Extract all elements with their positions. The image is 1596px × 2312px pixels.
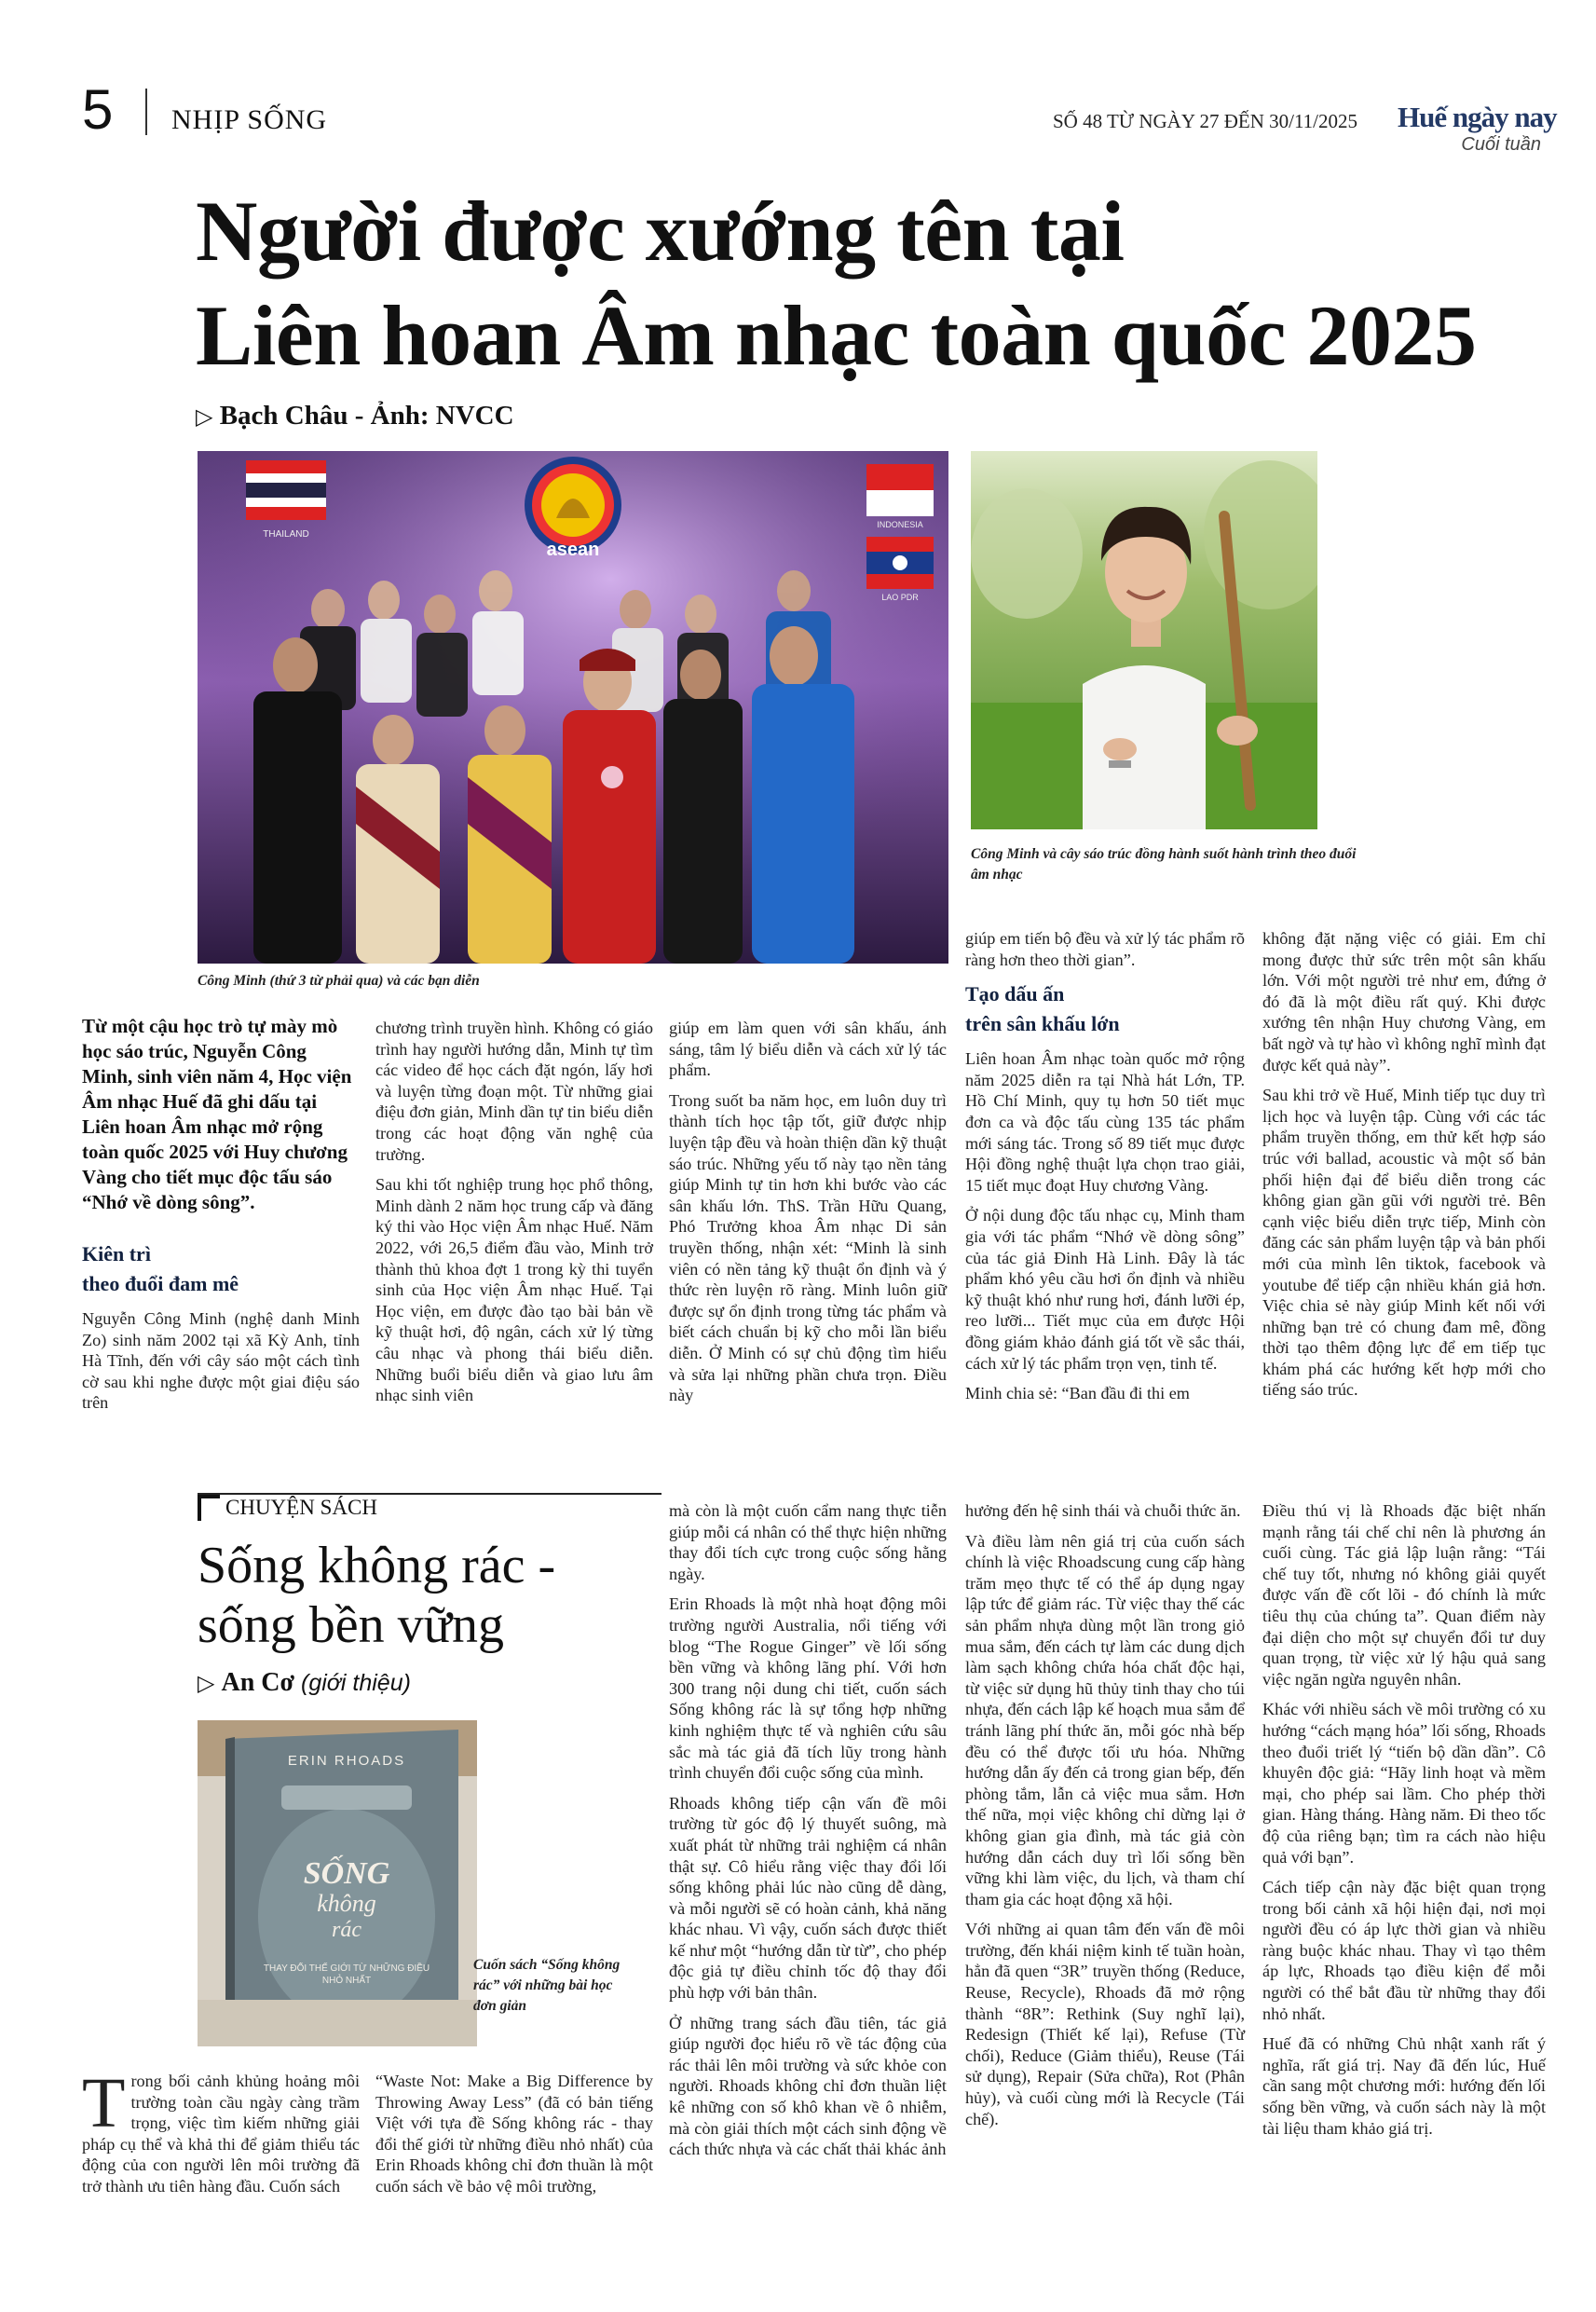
brand-sub: Cuối tuần [1461,134,1541,155]
article1-title: Người được xướng tên tại Liên hoan Âm nhạc toàn quốc 2025 [196,184,1477,383]
article1-lead: Từ một cậu học trò tự mày mò học sáo trúc, Nguyễn Công Minh, sinh viên năm 4, Học viện Âm nhạc Huế đã ghi dấu tại Liên hoan Âm nhạc mở rộng toàn quốc 2025 với Huy chương Vàng cho tiết mục độc tấu sáo “Nhớ về dòng sông”. [82,1015,352,1213]
group-photo-caption: Công Minh (thứ 3 từ phải qua) và các bạn diễn [198,973,480,989]
article1-subhead1: Kiên trì theo đuổi đam mê [82,1242,239,1295]
article2-byline: ▷ An Cơ (giới thiệu) [198,1668,411,1697]
article1-col4: giúp em tiến bộ đều và xử lý tác phẩm rõ ràng hơn theo thời gian”. Tạo dấu ấn trên sân khấu lớn Liên hoan Âm nhạc toàn quốc mở rộng năm 2025 diễn ra tại Nhà hát Lớn, TP. Hồ Chí Minh, quy tụ hơn 50 tiết mục đơn ca và độc tấu cùng 135 tác phẩm mới sáng tác. Trong số 89 tiết mục được Hội đồng nghệ thuật lựa chọn trao giải, 15 tiết mục đoạt Huy chương Vàng. Ở nội dung độc tấu nhạc cụ, Minh tham gia với tác phẩm “Nhớ về dòng sông” của tác giả Đinh Hà Linh. Đây là tác phẩm khó yêu cầu hơi ổn định và nhiều kỹ thuật khó như rung hơi, đánh lưỡi ép, reo lưỡi... Tiết mục của em được Hội đồng giám khảo đánh giá tốt về sắc thái, cách xử lý tác phẩm trọn vẹn, tinh tế. Minh chia sẻ: “Ban đầu đi thi em [965,929,1245,1403]
drop-cap: T [82,2064,126,2142]
page-number: 5 [82,78,114,141]
book-author: ERIN RHOADS [287,1753,406,1769]
article1-col2: chương trình truyền hình. Không có giáo trình hay người hướng dẫn, Minh tự tìm các video để học cách đặt ngón, lấy hơi và luyện từng đoạn một. Từ những giai điệu đơn giản, Minh dần tự tin biểu diễn trong các hoạt động văn nghệ của trường. Sau khi tốt nghiệp trung học phổ thông, Minh dành 2 năm học trung cấp và đăng ký thi vào Học viện Âm nhạc Huế. Năm 2022, với 26,5 điểm đầu vào, Minh trở thành thủ khoa đợt 1 trong kỳ thi tuyển sinh của Học viện Âm nhạc Huế. Tại Học viện, em được đào tạo bài bản về kỹ thuật hơi, độ ngân, cách xử lý từng câu nhạc và phong thái biểu diễn. Những buổi biểu diễn và giao lưu âm nhạc sinh viên [375,1019,653,1405]
article2-col2: “Waste Not: Make a Big Difference by Throwing Away Less” (đã có bản tiếng Việt với tựa đề Sống không rác - thay đổi thế giới từ những điều nhỏ nhất) của Erin Rhoads không chỉ đơn thuần là một cuốn sách về bảo vệ môi trường, [375,2072,653,2196]
brand-main: Huế ngày nay [1398,101,1557,133]
indonesia-flag [866,464,934,516]
triangle-icon: ▷ [198,1672,215,1696]
article1-col1: Từ một cậu học trò tự mày mò học sáo trúc, Nguyễn Công Minh, sinh viên năm 4, Học viện Âm nhạc Huế đã ghi dấu tại Liên hoan Âm nhạc mở rộng toàn quốc 2025 với Huy chương Vàng cho tiết mục độc tấu sáo “Nhớ về dòng sông”. Kiên trì theo đuổi đam mê Nguyễn Công Minh (nghệ danh Minh Zo) sinh năm 2002 tại xã Kỳ Anh, tỉnh Hà Tĩnh, đến với cây sáo một cách tình cờ sau khi nghe được một giai điệu sáo trên [82,1015,360,1413]
book-subtitle: THAY ĐỔI THẾ GIỚI TỪ NHỮNG ĐIỀU NHỎ NHẤT [263,1963,430,1986]
group-stage-illustration [198,451,948,964]
flag-label-indonesia: INDONESIA [877,520,923,529]
book-cover-illustration [198,1720,477,2046]
kicker-bracket-icon [198,1495,220,1521]
group-stage-photo [198,451,948,964]
triangle-icon: ▷ [196,405,213,430]
article1-byline: ▷ Bạch Châu - Ảnh: NVCC [196,401,514,431]
article2-col5: Điều thú vị là Rhoads đặc biệt nhấn mạnh rằng tái chế chỉ nên là phương án cuối cùng. Tác giả lập luận rằng: “Tái chế tuy tốt, nhưng nó không giải quyết được vấn đề cốt lõi - đó chính là mức tiêu thụ của chúng ta”. Quan điểm này đại diện cho một sự chuyển đổi tư duy quan trọng, từ việc xử lý hậu quả sang việc ngăn ngừa nguyên nhân. Khác với nhiều sách về môi trường có xu hướng “cách mạng hóa” lối sống, Rhoads theo đuổi triết lý “tiến bộ dần dần”. Cô khuyên độc giả: “Hãy linh hoạt và mềm mại, cho phép sai lầm. Cho phép thời gian. Hàng tháng. Hàng năm. Đi theo tốc độ của riêng bạn; tìm ra cách nào hiệu quả với bạn”. Cách tiếp cận này đặc biệt quan trọng trong bối cảnh xã hội hiện đại, nơi mọi người đều có áp lực thời gian và nhiều ràng buộc khác nhau. Thay vì tạo thêm áp lực, Rhoads tạo điều kiện để mỗi người có thể bắt đầu từ những thay đổi nhỏ nhất. Huế đã có những Chủ nhật xanh rất ý nghĩa, rất giá trị. Nay đã đến lúc, Huế cần sang một chương mới: hướng đến lối sống bền vững, và cuốn sách này là một tài liệu tham khảo giá trị. [1262,1501,1546,2138]
article2-col4: hưởng đến hệ sinh thái và chuỗi thức ăn. Và điều làm nên giá trị của cuốn sách chính là việc Rhoadscung cung cấp hàng trăm mẹo thực tế có thể áp dụng ngay lập tức để giảm rác. Từ việc thay thế các sản phẩm nhựa dùng một lần trong giỏ mua sắm, đến cách tự làm các dung dịch làm sạch không chứa hóa chất độc hại, từ việc sử dụng hũ thủy tinh thay cho túi nhựa, đến cách lập kế hoạch mua sắm để tránh lãng phí thức ăn, mỗi góc nhà bếp đều có thể được tối ưu hóa. Những hướng dẫn ấy đến cả trong gian bếp, đến phòng tắm, lẫn cả việc mua sắm. Hơn thế nữa, mọi việc không chỉ dừng lại ở không gian gia đình, mà tác giả còn hướng dẫn cách duy trì lối sống bền vững khi làm việc, du lịch, và tham chí tham gia các hoạt động xã hội. Với những ai quan tâm đến vấn đề môi trường, đến khái niệm kinh tế tuần hoàn, hẳn đã quen “3R” truyền thống (Reduce, Reuse, Recycle), Rhoads đã mở rộng thành “8R”: Rethink (Suy nghĩ lại), Redesign (Thiết kế lại), Refuse (Từ chối), Reduce (Giảm thiểu), Reuse (Tái sử dụng), Repair (Sửa chữa), Rot (Phân hủy), và cuối cùng mới là Recycle (Tái chế). [965,1501,1245,2128]
white-shirt [1083,665,1206,829]
issue-info: SỐ 48 TỪ NGÀY 27 ĐẾN 30/11/2025 [1053,110,1358,132]
header-divider [145,89,147,135]
book-title-2: không [317,1890,376,1917]
article2-col1: Trong bối cảnh khủng hoảng môi trường toàn cầu ngày càng trầm trọng, việc tìm kiếm những giải pháp cụ thể và khả thi để giảm thiểu tác động của con người lên môi trường đã trở thành ưu tiên hàng đầu. Cuốn sách [82,2064,360,2196]
article1-col3: giúp em làm quen với sân khấu, ánh sáng, tâm lý biểu diễn và cách xử lý tác phẩm. Trong suốt ba năm học, em luôn duy trì thành tích học tập tốt, giữ được nhịp luyện tập đều và hoàn thiện dần kỹ thuật sáo trúc. Những yếu tố này tạo nền tảng giúp Minh tự tin hơn khi bước vào các sân khấu lớn. ThS. Trần Hữu Quang, Phó Trưởng khoa Âm nhạc Di sản truyền thống, nhận xét: “Minh là sinh viên có nền tảng kỹ thuật ổn định và ý thức rèn luyện rõ ràng. Minh luôn giữ được sự ổn định trong từng tác phẩm và biết cách chuẩn bị kỹ cho mỗi lần biểu diễn. Ở Minh có sự chủ động tìm hiểu và sửa lại những phần chưa trọn. Điều này [669,1019,947,1405]
article2-kicker: CHUYỆN SÁCH [198,1495,377,1526]
article2-title: Sống không rác - sống bền vững [198,1537,556,1654]
thailand-flag [246,460,326,520]
book-caption: Cuốn sách “Sống không rác” với những bài học đơn giản [473,1957,621,2014]
page-header [0,0,1596,168]
article1-subhead2: Tạo dấu ấn trên sân khấu lớn [965,982,1120,1036]
portrait-caption: Công Minh và cây sáo trúc đồng hành suốt hành trình theo đuổi âm nhạc [971,846,1357,882]
article2-col3: mà còn là một cuốn cẩm nang thực tiễn giúp mỗi cá nhân có thể thực hiện những thay đổi tích cực trong cuộc sống hằng ngày. Erin Rhoads là một nhà hoạt động môi trường người Australia, nổi tiếng với blog “The Rogue Ginger” về lối sống bền vững và không lãng phí. Với hơn 300 trang nội dung chi tiết, cuốn sách Sống không rác là sự tổng hợp những kinh nghiệm thực tế và nghiên cứu sâu sắc mà tác giả đã tích lũy trong hành trình chuyển đổi cuộc sống của mình. Rhoads không tiếp cận vấn đề môi trường từ góc độ lý thuyết suông, mà xuất phát từ những trải nghiệm cá nhân thật sự. Cô hiểu rằng việc thay đổi lối sống không phải lúc nào cũng dễ dàng, và mỗi người sẽ có hoàn cảnh, khả năng khác nhau. Vì vậy, cuốn sách được thiết kế như một “hướng dẫn từ từ”, cho phép độc giả tự điều chỉnh tốc độ thay đổi phù hợp với bản thân. Ở những trang sách đầu tiên, tác giả giúp người đọc hiểu rõ về tác động của rác thải lên môi trường và sức khỏe con người. Rhoads không chỉ đơn thuần liệt kê những con số khô khan về ô nhiễm, mà còn giải thích một cách sinh động về cách thức nhựa và các chất thải khác ảnh [669,1501,947,2159]
book-title-3: rác [332,1918,361,1942]
section-name: NHỊP SỐNG [171,104,328,135]
article1-col5: không đặt nặng việc có giải. Em chỉ mong được thử sức trên một sân khấu lớn. Với một người trẻ như em, đứng ở đó đã là một điều rất quý. Khi được xướng tên nhận Huy chương Vàng, em bất ngờ và tự hào vì không nghĩ mình đạt được kết quả này”. Sau khi trở về Huế, Minh tiếp tục duy trì lịch học và luyện tập. Cùng với các tác phẩm truyền thống, em thử kết hợp sáo trúc với ballad, acoustic và một số bản phối hiện đại để biểu diễn trong các không gian gần gũi với người trẻ. Bên cạnh việc biểu diễn trực tiếp, Minh còn đăng các sản phẩm luyện tập và bản phối mới của mình lên tiktok, facebook và youtube để tiếp cận nhiều khán giả hơn. Việc chia sẻ này giúp Minh kết nối với những bạn trẻ có chung đam mê, đồng thời tạo thêm động lực để em tiếp tục khám phá các hướng kết hợp mới cho tiếng sáo trúc. [1262,929,1546,1400]
portrait-photo [971,451,1317,829]
flag-label-thailand: THAILAND [263,529,309,540]
book-title-1: SỐNG [303,1856,390,1891]
asean-banner-text: asean [546,540,600,560]
flag-label-laos: LAO PDR [881,593,919,602]
book-cover-photo [198,1720,477,2046]
brand-logo [1398,101,1557,175]
laos-flag [866,537,934,589]
portrait-illustration [971,451,1317,829]
